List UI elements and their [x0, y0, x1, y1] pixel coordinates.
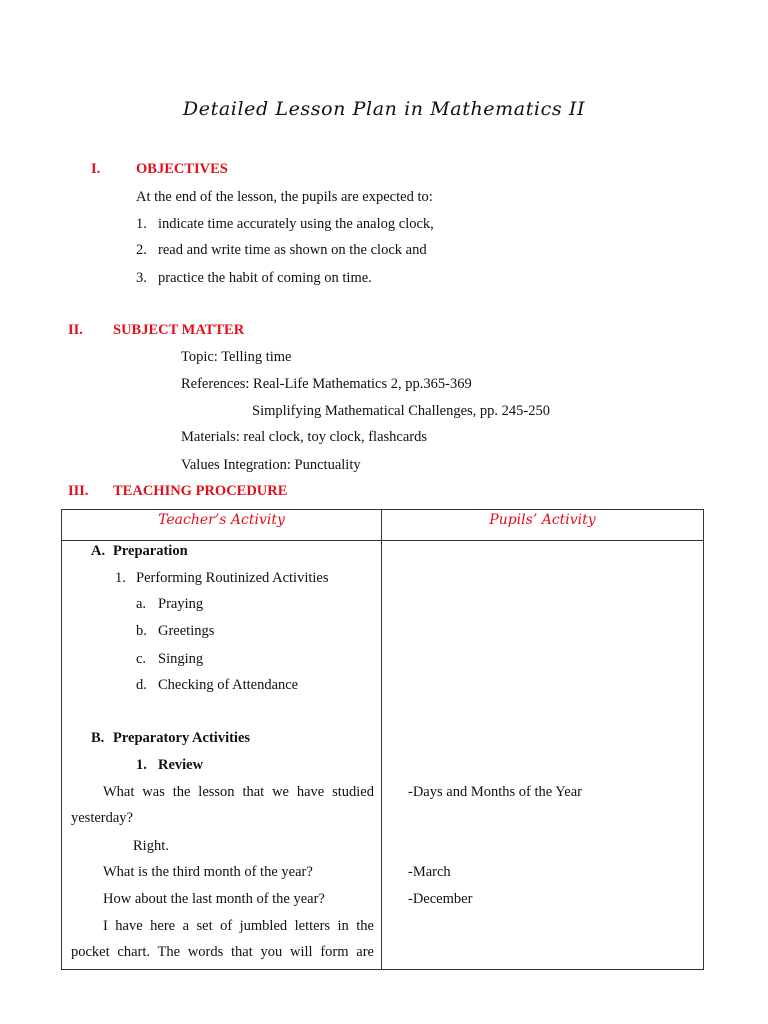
table-row	[62, 541, 704, 970]
teacher-question: What is the third month of the year?	[103, 864, 313, 880]
section-numeral-subject-matter: II.	[68, 322, 83, 338]
routine-item-letter: a.	[136, 596, 147, 612]
teacher-instruction-continued: pocket chart. The words that you will form are	[71, 944, 374, 960]
teacher-activity-cell	[62, 541, 382, 970]
subject-values: Values Integration: Punctuality	[181, 457, 361, 473]
pupils-column-header	[382, 510, 704, 541]
objective-text: indicate time accurately using the analog clock,	[158, 216, 434, 232]
section-heading-objectives: OBJECTIVES	[136, 161, 228, 177]
section-heading-subject-matter: SUBJECT MATTER	[113, 322, 245, 338]
routine-number: 1.	[115, 570, 126, 586]
subject-topic: Topic: Telling time	[181, 349, 292, 365]
preparation-heading: Preparation	[113, 543, 188, 559]
table-header-row	[62, 510, 704, 541]
routine-item-letter: d.	[136, 677, 147, 693]
routine-item-letter: c.	[136, 651, 147, 667]
teacher-column-header	[62, 510, 382, 541]
teacher-remark: Right.	[133, 838, 169, 854]
pupil-answer: -Days and Months of the Year	[408, 784, 582, 800]
section-heading-teaching-procedure: TEACHING PROCEDURE	[113, 483, 288, 499]
routine-item: Singing	[158, 651, 204, 667]
objective-number: 3.	[136, 270, 147, 286]
pupil-answer: -December	[408, 891, 473, 907]
teacher-instruction: I have here a set of jumbled letters in the	[103, 918, 374, 934]
pupils-column-header-label: Pupils’ Activity	[489, 512, 596, 528]
routine-item: Greetings	[158, 623, 215, 639]
objective-number: 2.	[136, 242, 147, 258]
routine-item-letter: b.	[136, 623, 147, 639]
teacher-column-header-label: Teacher’s Activity	[158, 512, 285, 528]
teacher-question: What was the lesson that we have studied	[103, 784, 374, 800]
subject-references: References: Real-Life Mathematics 2, pp.365-369	[181, 376, 472, 392]
pupil-answer: -March	[408, 864, 451, 880]
objective-number: 1.	[136, 216, 147, 232]
review-heading: Review	[158, 757, 204, 773]
objectives-intro: At the end of the lesson, the pupils are expected to:	[136, 189, 433, 205]
objective-text: read and write time as shown on the clock and	[158, 242, 427, 258]
section-numeral-objectives: I.	[91, 161, 101, 177]
objective-text: practice the habit of coming on time.	[158, 270, 372, 286]
page-title: Detailed Lesson Plan in Mathematics II	[182, 98, 586, 120]
routine-item: Praying	[158, 596, 204, 612]
teacher-question-continued: yesterday?	[71, 810, 133, 826]
subject-references-continued: Simplifying Mathematical Challenges, pp. 245-250	[252, 403, 551, 419]
preparatory-activities-heading: Preparatory Activities	[113, 730, 251, 746]
pupils-activity-cell	[382, 541, 704, 970]
review-number: 1.	[136, 757, 147, 773]
routine-heading: Performing Routinized Activities	[136, 570, 329, 586]
routine-item: Checking of Attendance	[158, 677, 299, 693]
section-letter: B.	[91, 730, 105, 746]
procedure-table	[61, 509, 704, 970]
teacher-question: How about the last month of the year?	[103, 891, 325, 907]
section-letter: A.	[91, 543, 106, 559]
section-numeral-teaching-procedure: III.	[68, 483, 89, 499]
subject-materials: Materials: real clock, toy clock, flashcards	[181, 429, 427, 445]
